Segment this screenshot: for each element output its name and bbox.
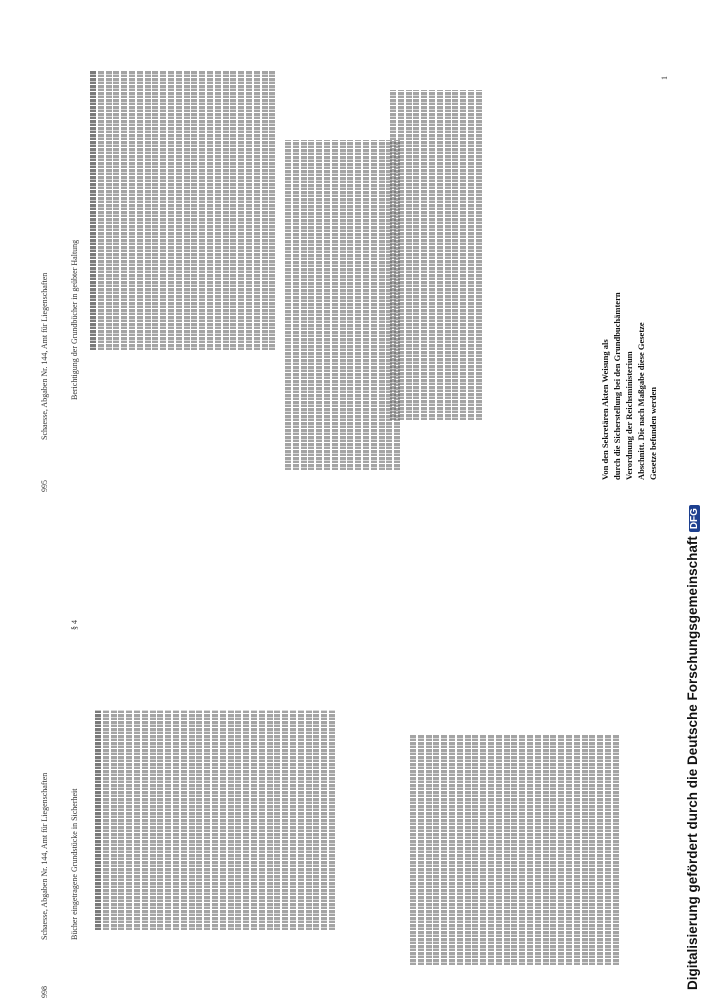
left-section-title: Bücher eingetragene Grundstücke in Sicherheit xyxy=(70,788,79,940)
signature-line-3: Verordnung der Reichsministerium xyxy=(624,351,634,480)
dfg-logo: DFG xyxy=(689,505,700,532)
right-text-block-2 xyxy=(285,140,402,470)
left-footnote-marker: § 4 xyxy=(70,620,79,630)
left-running-title: Schaesse, Abgaben Nr. 144, Amt für Liegenschaften xyxy=(40,772,49,940)
right-text-block-3 xyxy=(390,90,484,420)
signature-line-5: Gesetze befunden werden xyxy=(648,386,658,480)
right-margin-mark: 1 xyxy=(660,76,669,80)
signature-line-2: durch die Sicherstellung bei den Grundbuchämtern xyxy=(612,292,622,480)
dfg-label: Digitalisierung gefördert durch die Deutsche Forschungsgemeinschaft xyxy=(685,536,700,990)
right-text-block-1 xyxy=(90,70,277,350)
left-text-block-2 xyxy=(410,735,621,965)
dfg-funding-strip xyxy=(683,0,707,1000)
right-running-title: Schaesse, Abgaben Nr. 144, Amt für Liegenschaften xyxy=(40,272,49,440)
left-page-number: 998 xyxy=(40,986,49,998)
signature-line-4: Abschnitt. Die nach Maßgabe diese Gesetze xyxy=(636,322,646,480)
right-page-number: 995 xyxy=(40,480,49,492)
right-section-title: Berichtigung der Grundbücher in geübter Haltung xyxy=(70,239,79,400)
signature-line-1: Von den Sekretären Akten Weisung als xyxy=(600,339,610,480)
left-text-block-1 xyxy=(95,710,337,930)
